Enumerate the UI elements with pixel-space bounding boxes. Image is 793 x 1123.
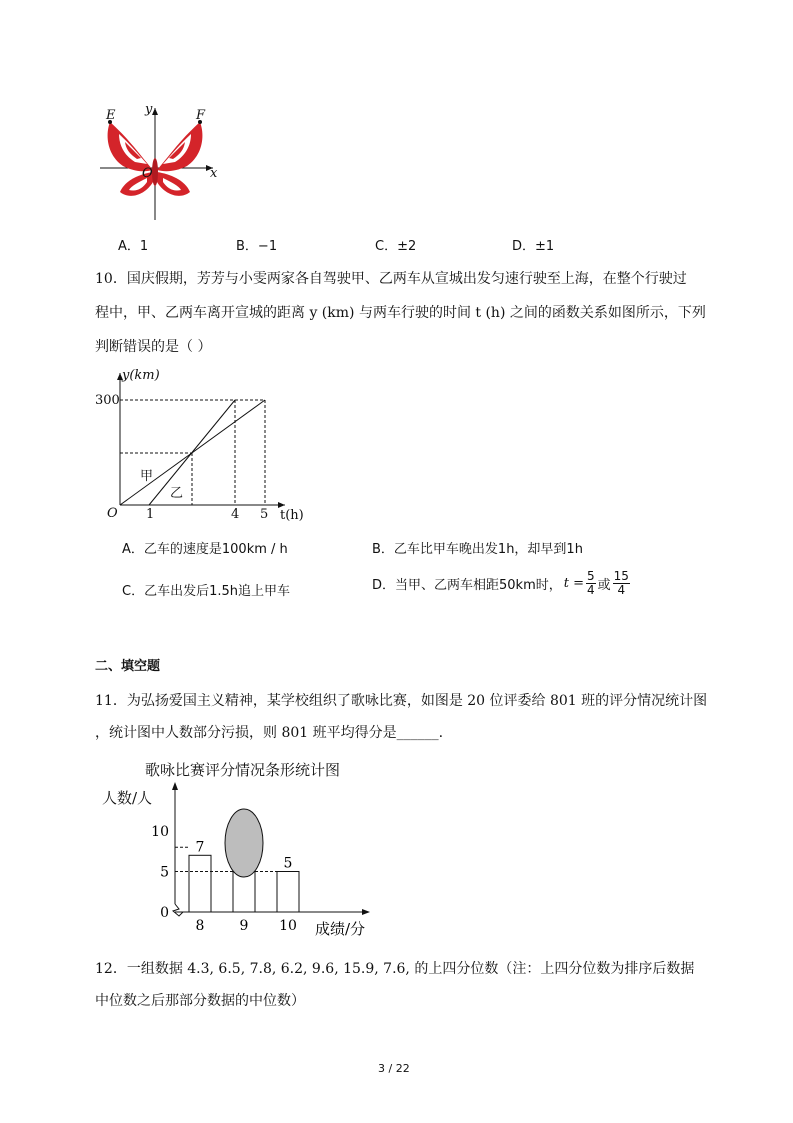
graph-xtick-5: 5 xyxy=(260,507,269,522)
label-E: E xyxy=(106,108,116,123)
label-y: y xyxy=(145,102,153,117)
label-F: F xyxy=(196,108,206,123)
chart-title: 歌咏比赛评分情况条形统计图 xyxy=(145,761,341,779)
graph-xlabel: t(h) xyxy=(280,508,304,523)
y-axis-arrow xyxy=(172,782,178,790)
q10-option-d: D．当甲、乙两车相距50km时， t = $\frac{5}{4}$ 或 $\frac{15}{4}$ xyxy=(372,569,629,597)
bar-label-8: 7 xyxy=(195,839,205,856)
chart-ylabel: 人数/人 xyxy=(102,789,153,807)
graph-label-yi: 乙 xyxy=(170,486,184,501)
graph-origin: O xyxy=(107,506,118,521)
bar-10 xyxy=(277,872,299,913)
y-tick-label-10: 10 xyxy=(151,824,169,840)
page-number: 3 / 22 xyxy=(378,1062,410,1075)
q10-line-2: 程中，甲、乙两车离开宣城的距离 y (km) 与两车行驶的时间 t (h) 之间的函数关系如图所示，下列 xyxy=(95,305,706,321)
q9-option-b: B．−1 xyxy=(236,239,278,254)
smudge-ellipse xyxy=(225,809,263,877)
bar-label-10: 5 xyxy=(283,855,293,872)
q9-option-d: D．±1 xyxy=(512,239,555,254)
q9-option-a: A．1 xyxy=(118,239,149,254)
q10-line-3: 判断错误的是（ ） xyxy=(95,339,212,355)
q11-line-1: 11．为弘扬爱国主义精神，某学校组织了歌咏比赛，如图是 20 位评委给 801 班的评分情况统计图 xyxy=(95,693,708,709)
bar-9 xyxy=(233,872,255,913)
q10-option-a: A．乙车的速度是100km / h xyxy=(122,542,288,557)
y-tick-label-0: 0 xyxy=(160,905,169,921)
section-heading: 二、填空题 xyxy=(95,659,161,674)
x-tick-label-8: 8 xyxy=(195,918,205,934)
x-axis-label: 成绩/分 xyxy=(315,920,366,938)
q12-line-2: 中位数之后那部分数据的中位数） xyxy=(95,993,305,1009)
fraction-15-4: $\frac{15}{4}$ xyxy=(613,569,629,597)
label-O: O xyxy=(142,166,153,181)
q10-distance-time-graph xyxy=(95,365,315,530)
graph-label-jia: 甲 xyxy=(140,469,154,484)
axis-break xyxy=(173,904,183,916)
graph-xtick-1: 1 xyxy=(146,507,155,522)
q9-option-c: C．±2 xyxy=(375,239,417,254)
q11-line-2: ，统计图中人数部分污损，则 801 班平均得分是______. xyxy=(95,725,444,741)
graph-xtick-4: 4 xyxy=(231,507,240,522)
q10-option-b: B．乙车比甲车晚出发1h，却早到1h xyxy=(372,542,583,557)
x-tick-label-10: 10 xyxy=(279,918,297,934)
y-tick-label-5: 5 xyxy=(160,864,169,881)
bar-8 xyxy=(189,855,211,912)
graph-ytick-300: 300 xyxy=(95,393,120,408)
x-tick-label-9: 9 xyxy=(239,918,249,934)
x-axis-arrow xyxy=(362,909,370,915)
q10-option-c: C．乙车出发后1.5h追上甲车 xyxy=(122,584,290,599)
score-bar-chart xyxy=(95,780,385,940)
fraction-5-4: $\frac{5}{4}$ xyxy=(587,569,595,597)
q10-line-1: 10．国庆假期，芳芳与小雯两家各自驾驶甲、乙两车从宣城出发匀速行驶至上海，在整个行驶过 xyxy=(95,271,687,287)
q12-line-1: 12．一组数据 4.3, 6.5, 7.8, 6.2, 9.6, 15.9, 7.6, 的上四分位数（注：上四分位数为排序后数据 xyxy=(95,961,695,977)
label-x: x xyxy=(210,166,218,181)
graph-ylabel: y(km) xyxy=(122,368,160,383)
